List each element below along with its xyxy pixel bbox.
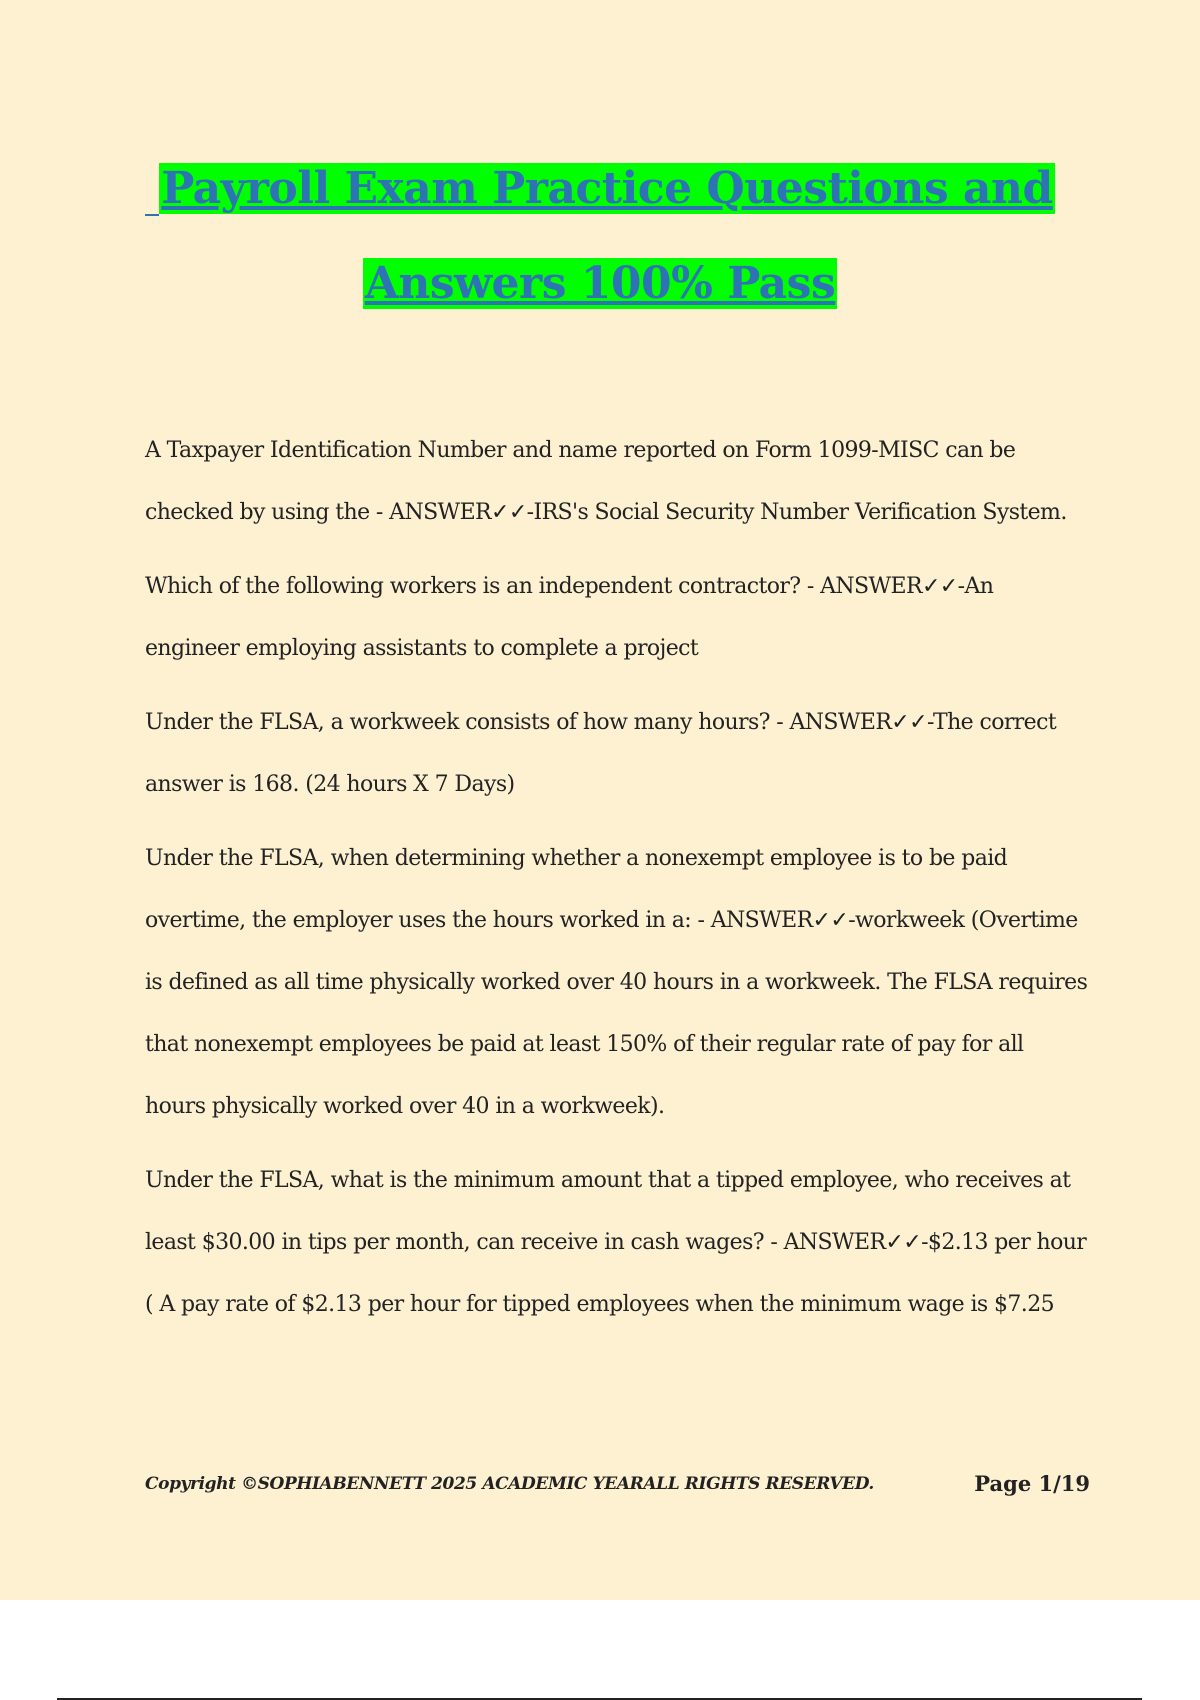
title-line-1 bbox=[0, 158, 1200, 253]
page-footer bbox=[145, 1466, 1090, 1506]
qa-item: Under the FLSA, when determining whether a nonexempt employee is to be paid overtime, the employer uses the hours worked in a: - ANSWER✓✓-workweek (Overtime is defined as all time physically worked over 40 hours in a workweek. The FLSA requires that nonexempt employees be paid at least 150% of their regular rate of pay for all hours physically worked over 40 in a workweek). bbox=[145, 846, 1088, 1119]
title-underline-lead bbox=[145, 214, 159, 216]
qa-item: Under the FLSA, what is the minimum amount that a tipped employee, who receives at least $30.00 in tips per month, can receive in cash wages? - ANSWER✓✓-$2.13 per hour ( A pay rate of $2.13 per hour for tipped employees when the minimum wage is $7.25 bbox=[145, 1168, 1087, 1317]
page-number: Page 1/19 bbox=[974, 1471, 1090, 1496]
title-line-2 bbox=[0, 253, 1200, 348]
qa-item: Which of the following workers is an independent contractor? - ANSWER✓✓-An engineer employing assistants to complete a project bbox=[145, 574, 994, 661]
qa-list bbox=[145, 420, 1090, 1348]
qa-item: A Taxpayer Identification Number and name reported on Form 1099-MISC can be checked by using the - ANSWER✓✓-IRS's Social Security Number Verification System. bbox=[145, 438, 1067, 525]
copyright-notice: Copyright ©SOPHIABENNETT 2025 ACADEMIC YEARALL RIGHTS RESERVED. bbox=[145, 1474, 874, 1494]
document-title bbox=[0, 158, 1200, 348]
title-text-2: Answers 100% Pass bbox=[364, 258, 836, 309]
qa-item: Under the FLSA, a workweek consists of how many hours? - ANSWER✓✓-The correct answer is 168. (24 hours X 7 Days) bbox=[145, 710, 1057, 797]
title-text-1: Payroll Exam Practice Questions and bbox=[161, 163, 1053, 214]
